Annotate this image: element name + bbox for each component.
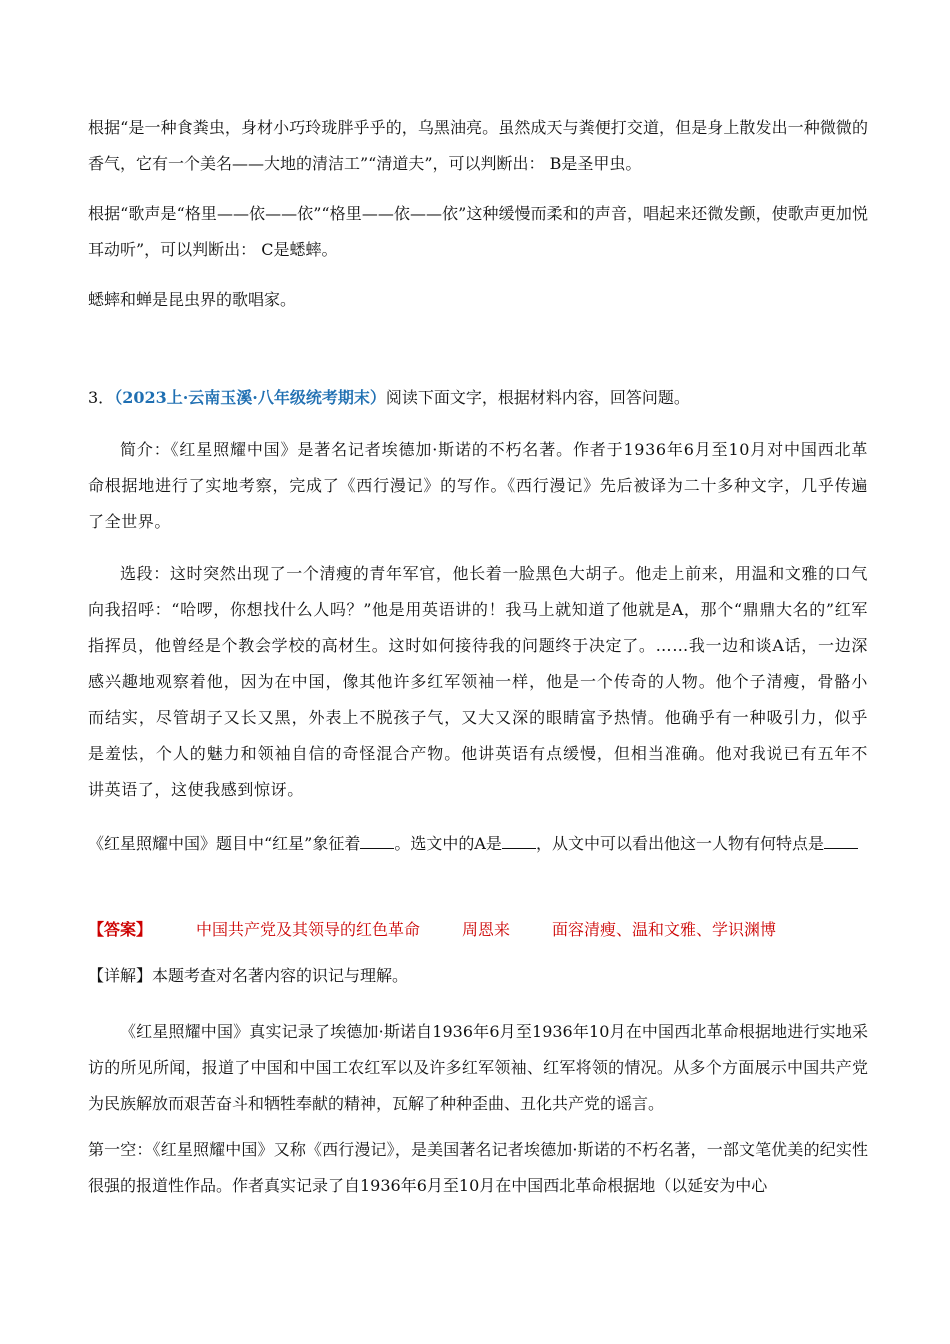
excerpt-paragraph: 选段：这时突然出现了一个清瘦的青年军官，他长着一脸黑色大胡子。他走上前来，用温和文雅的口气向我招呼：“哈啰，你想找什么人吗？”他是用英语讲的！我马上就知道了他就是A，那个“鼎鼎大名的”红军指挥员，他曾经是个教会学校的高材生。这时如何接待我的问题终于决定了。……我一边和谈A话，一边深感兴趣地观察着他，因为在中国，像其他许多红军领袖一样，他是一个传奇的人物。他个子清瘦，骨骼小而结实，尽管胡子又长又黑，外表上不脱孩子气，又大又深的眼睛富予热情。他确乎有一种吸引力，似乎是羞怯，个人的魅力和领袖自信的奇怪混合产物。他讲英语有点缓慢，但相当准确。他对我说已有五年不讲英语了，这使我感到惊讶。 [88, 564, 868, 799]
question-number: 3． [88, 388, 115, 407]
ask-part-3: ，从文中可以看出他这一人物有何特点是 [535, 834, 824, 853]
explain-paragraph-2: 第一空：《红星照耀中国》又称《西行漫记》，是美国著名记者埃德加·斯诺的不朽名著，一部文笔优美的纪实性很强的报道性作品。作者真实记录了自1936年6月至10月在中国西北革命根据地（以延安为中心 [88, 1140, 868, 1195]
answer-label: 【答案】 [88, 920, 153, 939]
ask-part-2: 。选文中的A是 [394, 834, 502, 853]
blank-2 [502, 830, 536, 849]
blank-3 [824, 830, 858, 849]
detail-text: 本题考查对名著内容的识记与理解。 [152, 966, 409, 985]
question-prompt: 阅读下面文字，根据材料内容，回答问题。 [385, 388, 690, 407]
answer-3: 面容清瘦、温和文雅、学识渊博 [552, 920, 777, 939]
intro-paragraph: 简介：《红星照耀中国》是著名记者埃德加·斯诺的不朽名著。作者于1936年6月至10月对中国西北革命根据地进行了实地考察，完成了《西行漫记》的写作。《西行漫记》先后被译为二十多种文字，几乎传遍了全世界。 [88, 440, 868, 531]
ask-part-1: 《红星照耀中国》题目中“红星”象征着 [88, 834, 361, 853]
question-ask [88, 826, 868, 862]
detail-line [88, 958, 868, 994]
paragraph-singers: 蟋蟀和蝉是昆虫界的歌唱家。 [88, 290, 297, 309]
question-source: （2023上·云南玉溪·八年级统考期末） [114, 388, 386, 407]
answer-2: 周恩来 [462, 920, 511, 939]
paragraph-beetle: 根据“是一种食粪虫，身材小巧玲珑胖乎乎的，乌黑油亮。虽然成天与粪便打交道，但是身上散发出一种微微的香气，它有一个美名——大地的清洁工”“清道夫”，可以判断出： B是圣甲虫。 [88, 118, 868, 173]
paragraph-cricket: 根据“歌声是“格里——依——依”“格里——依——依”这种缓慢而柔和的声音，唱起来还微发颤，使歌声更加悦耳动听”，可以判断出： C是蟋蟀。 [88, 204, 868, 259]
answer-1: 中国共产党及其领导的红色革命 [196, 920, 421, 939]
blank-1 [360, 830, 394, 849]
answer-line [88, 912, 868, 948]
explain-paragraph-1: 《红星照耀中国》真实记录了埃德加·斯诺自1936年6月至1936年10月在中国西北革命根据地进行实地采访的所见所闻，报道了中国和中国工农红军以及许多红军领袖、红军将领的情况。从多个方面展示中国共产党为民族解放而艰苦奋斗和牺牲奉献的精神，瓦解了种种歪曲、丑化共产党的谣言。 [88, 1022, 868, 1113]
question-header [88, 380, 868, 416]
detail-label: 【详解】 [88, 966, 153, 985]
